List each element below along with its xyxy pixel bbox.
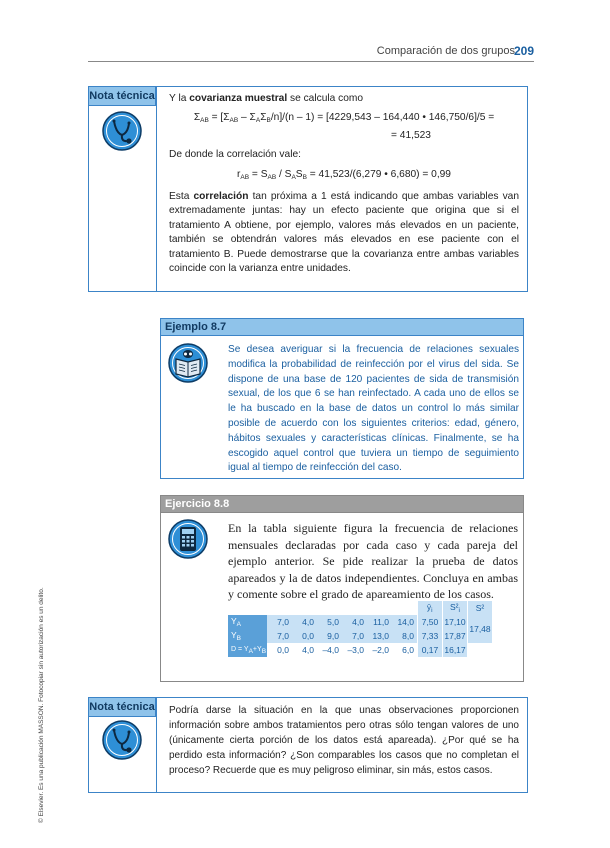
table-cell: 9,0 [317, 629, 342, 643]
example-text: Se desea averiguar si la frecuencia de relaciones sexuales modifica la probabilidad de reinfección por el virus del sida. Se dispone de una base de 120 pacientes de sida de transmisión sexual, de los que 6 se han reinfectado. A cada uno de ellos se le ha buscado en la base de datos un control lo más similar posible de acuerdo con los siguientes criterios: edad, género, hábitos sexuales y características clínicas. Finalmente, se ha escogido aquel control que tuviera un tiempo de seguimiento igual al tiempo de reinfección del caso. [228, 344, 519, 474]
table-cell: –4,0 [322, 645, 339, 655]
covariance-intro: Y la covarianza muestral se calcula como [169, 93, 364, 104]
stethoscope-icon [102, 111, 142, 151]
table-cell: 14,0 [392, 615, 418, 629]
exercise-text: En la tabla siguiente figura la frecuencia de relaciones mensuales declaradas por cada caso y cada pareja del ejemplo anterior. Se pide realizar la prueba de datos apareados y la de datos independientes. Concluya en ambas y comente sobre el grado de apareamiento de los casos. [228, 521, 518, 601]
table-header-row [228, 601, 492, 615]
correlation-explanation: Esta correlación tan próxima a 1 está indicando que ambas variables van extremadamente juntas: hay un efecto paciente que origina que si el tratamiento A obtiene, por ejemplo, valores más elevados en un paciente, también se obtendrán valores más elevados en ese paciente con el tratamiento B. Puede demostrarse que la covarianza entre ambas variables coincide con la varianza entre unidades. [169, 191, 519, 275]
exercise-title: Ejercicio 8.8 [160, 495, 524, 513]
technical-note-body [169, 92, 519, 276]
exercise-box [160, 495, 524, 680]
table-cell: 11,0 [367, 615, 392, 629]
table-cell: 8,0 [392, 629, 418, 643]
technical-note-tab: Nota técnica [89, 698, 156, 717]
table-cell: 4,0 [342, 615, 367, 629]
variance-cell: 17,10 [444, 617, 466, 627]
mean-cell: 7,33 [418, 629, 443, 643]
variance-cell: 16,17 [444, 645, 466, 655]
example-box [160, 318, 524, 478]
note-divider [156, 87, 157, 291]
table-row [228, 643, 492, 657]
table-cell: 7,0 [342, 629, 367, 643]
table-cell: 7,0 [267, 615, 292, 629]
paired-data-table [228, 601, 492, 657]
stethoscope-icon [102, 720, 142, 760]
technical-note-box [88, 697, 528, 793]
example-title: Ejemplo 8.7 [160, 318, 524, 336]
covariance-equation: $\Sigma_{AB} = [\Sigma_{AB} - \Sigma_A\Sigma_B/n]/(n - 1) = [4229,543 - 164,440$ • 146,750/6]/5 = = 41,523 [193, 112, 495, 141]
page-number: 209 [513, 44, 534, 58]
table-cell: 0,0 [292, 629, 317, 643]
table-row [228, 615, 492, 629]
table-cell: 0,0 [277, 645, 289, 655]
table-cell: 4,0 [292, 615, 317, 629]
technical-note-body: Podría darse la situación en la que unas observaciones proporcionen información sobre ambos tratamientos pero otras sólo tengan valores de uno (únicamente cierta porción de los datos está apareada). ¿Por qué se ha perdido esta información? ¿Son comparables los casos que no completan el proceso? Recuerde que es muy peligroso eliminar, sin más, estos casos. [169, 705, 519, 776]
variance-header: $S^2_i$ [443, 601, 468, 615]
row-label: D = YA+YB [228, 643, 267, 657]
table-cell: 4,0 [302, 645, 314, 655]
row-label: $Y_B$ [228, 629, 267, 643]
correlation-equation: $r_{AB} = S_{AB} / S_AS_B = 41,523/(6,279$ • 6,680) = 0,99 [237, 168, 451, 181]
pooled-variance-cell: 17,48 [468, 615, 493, 643]
calculator-icon [168, 519, 208, 559]
table-cell: 5,0 [317, 615, 342, 629]
table-cell: 13,0 [367, 629, 392, 643]
chapter-title: Comparación de dos grupos [376, 45, 515, 57]
empty-cell [468, 643, 493, 657]
book-reader-icon [168, 343, 208, 383]
table-cell: –2,0 [372, 645, 389, 655]
header-rule [88, 61, 534, 62]
mean-cell: 7,50 [418, 615, 443, 629]
table-row [228, 629, 492, 643]
copyright-note: © Elsevier. Es una publicación MASSON. Fotocopiar sin autorización es un delito. [38, 587, 45, 823]
mean-header: $ȳ_i$ [418, 601, 443, 615]
technical-note-box [88, 86, 528, 292]
table-cell: –3,0 [347, 645, 364, 655]
mean-cell: 0,17 [418, 643, 443, 657]
row-label: $Y_A$ [228, 615, 267, 629]
running-header [0, 43, 610, 61]
pooled-variance-header: S² [468, 601, 493, 615]
variance-cell: 17,87 [444, 631, 466, 641]
correlation-intro: De donde la correlación vale: [169, 149, 301, 161]
table-cell: 6,0 [402, 645, 414, 655]
technical-note-tab: Nota técnica [89, 87, 156, 106]
note-divider [156, 698, 157, 792]
table-cell: 7,0 [267, 629, 292, 643]
